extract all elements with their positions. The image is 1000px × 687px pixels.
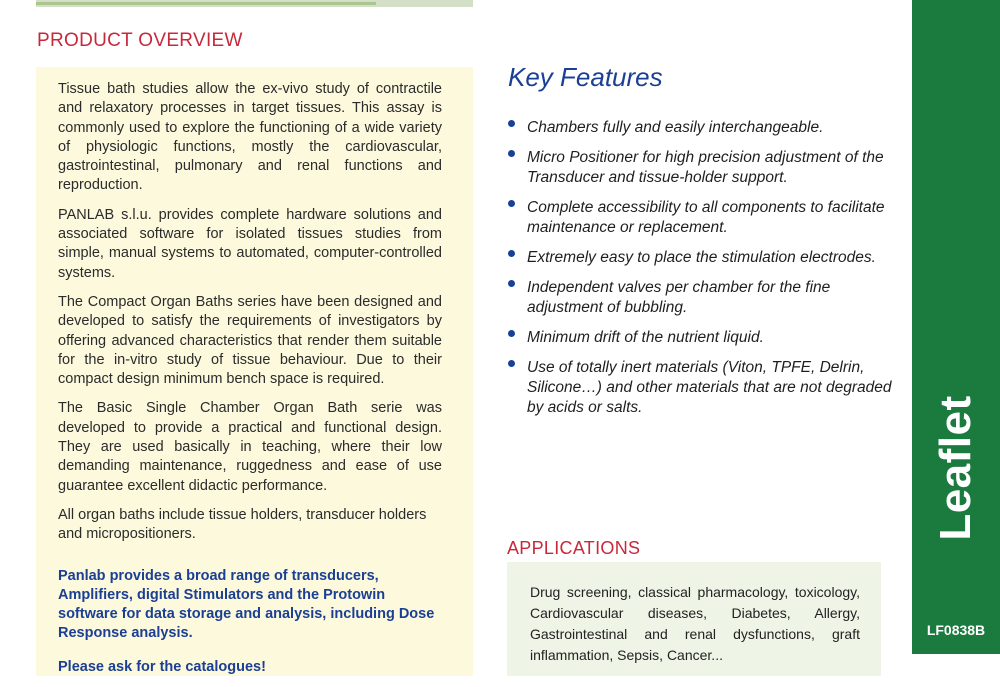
bullet-icon bbox=[508, 330, 515, 337]
feature-item bbox=[508, 148, 898, 188]
feature-text: Independent valves per chamber for the fine adjustment of bubbling. bbox=[527, 279, 831, 316]
applications-title: APPLICATIONS bbox=[507, 538, 641, 558]
overview-paragraph: The Compact Organ Baths series have been designed and developed to satisfy the requirements of investigators by offering advanced characteristics that render them suitable for the in-vitro study of tissue behaviour. Due to their compact design minimum bench space is required. bbox=[58, 293, 442, 388]
product-overview-title: PRODUCT OVERVIEW bbox=[37, 30, 243, 51]
key-features-list bbox=[508, 118, 898, 428]
bullet-icon bbox=[508, 250, 515, 257]
feature-item bbox=[508, 328, 898, 348]
feature-item bbox=[508, 118, 898, 138]
key-features-title: Key Features bbox=[508, 62, 663, 92]
feature-text: Chambers fully and easily interchangeable. bbox=[527, 119, 824, 136]
overview-paragraph: The Basic Single Chamber Organ Bath serie was developed to provide a practical and functional design. They are used basically in teaching, where their low demanding maintenance, ruggedness and ease of use guarantee excellent didactic performance. bbox=[58, 400, 442, 494]
catalogue-request: Please ask for the catalogues! bbox=[58, 658, 266, 675]
document-code: LF0838B bbox=[926, 622, 986, 638]
overview-paragraph: Tissue bath studies allow the ex-vivo study of contractile and relaxatory processes in target tissues. This assay is commonly used to explore the functioning of a wide variety of physiologic functions, mostly the cardiovascular, gastrointestinal, pulmonary and renal functions and reproduction. bbox=[58, 81, 442, 194]
feature-text: Extremely easy to place the stimulation electrodes. bbox=[527, 249, 876, 266]
bullet-icon bbox=[508, 360, 515, 367]
feature-item bbox=[508, 358, 898, 418]
feature-text: Minimum drift of the nutrient liquid. bbox=[527, 329, 764, 346]
feature-item bbox=[508, 248, 898, 268]
feature-text: Use of totally inert materials (Viton, TPFE, Delrin, Silicone…) and other materials that are not degraded by acids or salts. bbox=[527, 359, 892, 416]
top-divider-accent bbox=[36, 2, 376, 5]
bullet-icon bbox=[508, 150, 515, 157]
leaflet-side-band bbox=[912, 0, 1000, 654]
bullet-icon bbox=[508, 200, 515, 207]
applications-text: Drug screening, classical pharmacology, toxicology, Cardiovascular diseases, Diabetes, Allergy, Gastrointestinal and renal dysfunctions, graft inflammation, Sepsis, Cancer... bbox=[530, 584, 860, 663]
overview-highlight: Panlab provides a broad range of transducers, Amplifiers, digital Stimulators and the Protowin software for data storage and analysis, including Dose Response analysis. bbox=[58, 567, 435, 642]
overview-paragraph: All organ baths include tissue holders, transducer holders and micropositioners. bbox=[58, 506, 427, 543]
feature-item bbox=[508, 278, 898, 318]
overview-text-block bbox=[58, 80, 442, 687]
feature-text: Micro Positioner for high precision adjustment of the Transducer and tissue-holder support. bbox=[527, 149, 884, 186]
feature-item bbox=[508, 198, 898, 238]
bullet-icon bbox=[508, 280, 515, 287]
bullet-icon bbox=[508, 120, 515, 127]
overview-paragraph: PANLAB s.l.u. provides complete hardware solutions and associated software for isolated tissues studies from simple, manual systems to automated, computer-controlled systems. bbox=[58, 206, 442, 281]
leaflet-label: Leaflet bbox=[931, 395, 980, 541]
feature-text: Complete accessibility to all components to facilitate maintenance or replacement. bbox=[527, 199, 885, 236]
